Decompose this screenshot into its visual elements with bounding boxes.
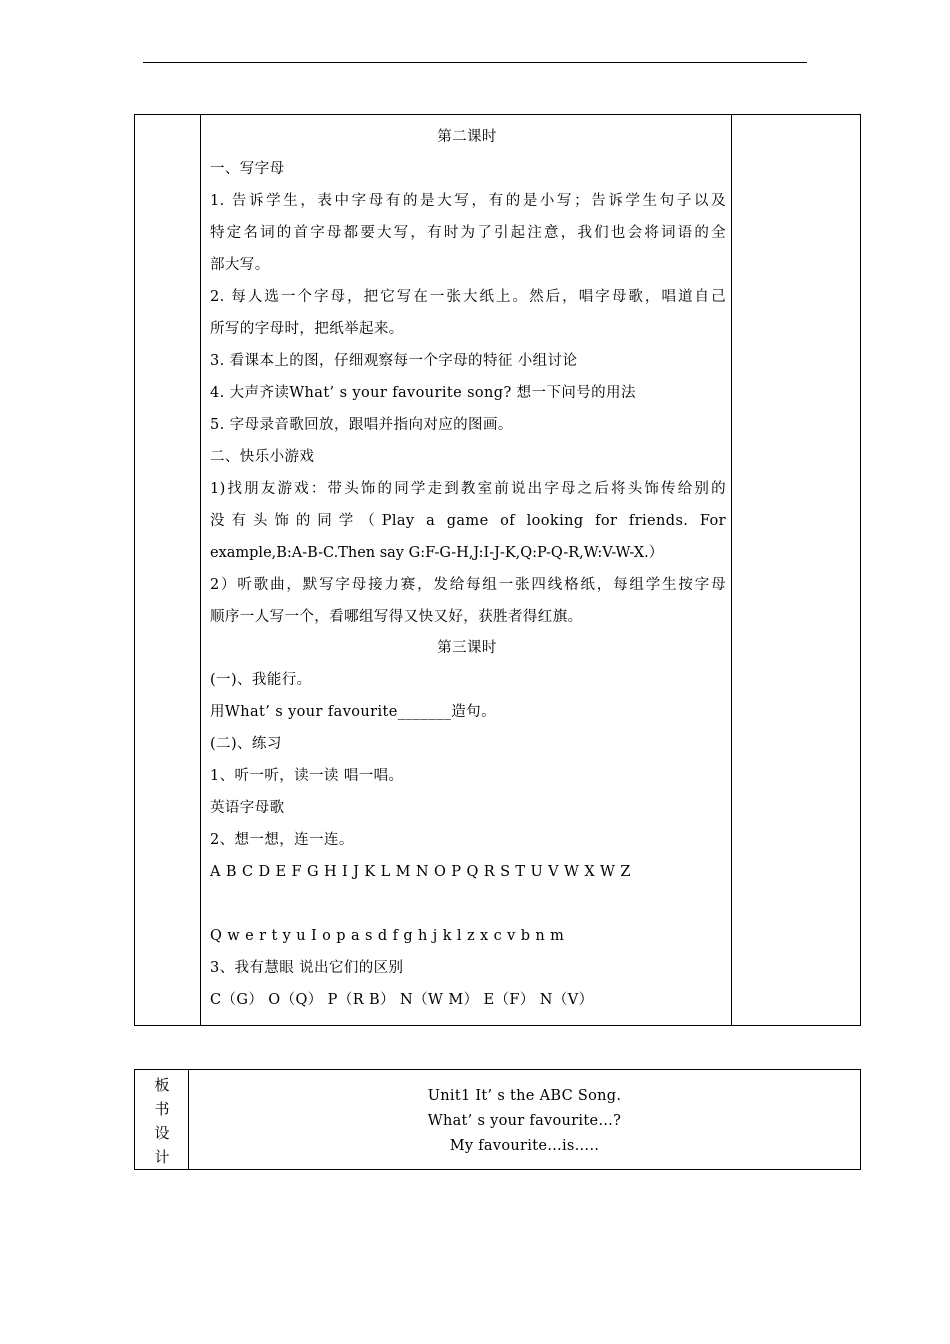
section-heading: 二、快乐小游戏 xyxy=(210,449,315,465)
section-heading: (一)、我能行。 xyxy=(210,672,312,688)
board-label-char: 板 xyxy=(154,1076,170,1094)
paragraph-line: 1、听一听，读一读 唱一唱。 xyxy=(210,768,404,784)
paragraph-line: 特定名词的首字母都要大写，有时为了引起注意，我们也会将词语的全 xyxy=(210,225,726,241)
paragraph-line: 所写的字母时，把纸举起来。 xyxy=(210,321,404,337)
paragraph-line: 3. 看课本上的图，仔细观察每一个字母的特征 小组讨论 xyxy=(210,353,578,369)
board-label-char: 书 xyxy=(154,1100,170,1118)
board-design-table xyxy=(134,1069,861,1170)
header-rule xyxy=(143,62,807,63)
uppercase-letters: A B C D E F G H I J K L M N O P Q R S T U V W X W Z xyxy=(210,864,631,880)
board-line: Unit1 It’ s the ABC Song. xyxy=(427,1088,622,1104)
lesson-content xyxy=(201,115,733,1025)
paragraph-line: 2）听歌曲，默写字母接力赛，发给每组一张四线格纸，每组学生按字母 xyxy=(210,577,726,593)
lesson3-title: 第三课时 xyxy=(437,640,497,656)
paragraph-line: 没有头饰的同学（Play a game of looking for friends. For xyxy=(210,513,726,529)
paragraph-line: 用What’ s your favourite_______造句。 xyxy=(210,704,496,720)
lesson2-title: 第二课时 xyxy=(437,129,497,145)
right-column xyxy=(731,115,860,1025)
paragraph-line: 1)找朋友游戏：带头饰的同学走到教室前说出字母之后将头饰传给别的 xyxy=(210,481,726,497)
paragraph-line: 2、想一想，连一连。 xyxy=(210,832,354,848)
board-line: My favourite…is….. xyxy=(449,1138,600,1154)
lesson-table xyxy=(134,114,861,1026)
section-heading: (二)、练习 xyxy=(210,736,282,752)
section-heading: 一、写字母 xyxy=(210,161,285,177)
paragraph-line: 5. 字母录音歌回放，跟唱并指向对应的图画。 xyxy=(210,417,513,433)
paragraph-line: example,B:A-B-C.Then say G:F-G-H,J:I-J-K,Q:P-Q-R,W:V-W-X.） xyxy=(210,545,664,561)
left-column xyxy=(135,115,201,1025)
paragraph-line: 1. 告诉学生，表中字母有的是大写，有的是小写；告诉学生句子以及 xyxy=(210,193,726,209)
board-design-label xyxy=(135,1070,189,1169)
paragraph-line: 2. 每人选一个字母，把它写在一张大纸上。然后，唱字母歌，唱道自己 xyxy=(210,289,726,305)
paragraph-line: 顺序一人写一个，看哪组写得又快又好，获胜者得红旗。 xyxy=(210,609,583,625)
paragraph-line: 英语字母歌 xyxy=(210,800,285,816)
paragraph-line: 部大写。 xyxy=(210,257,270,273)
board-line: What’ s your favourite…? xyxy=(427,1113,622,1129)
board-label-char: 设 xyxy=(154,1124,170,1142)
paragraph-line: 3、我有慧眼 说出它们的区别 xyxy=(210,960,404,976)
paragraph-line: 4. 大声齐读What’ s your favourite song? 想一下问号的用法 xyxy=(210,385,636,401)
letter-pairs: C（G） O（Q） P（R B） N（W M） E（F） N（V） xyxy=(210,992,594,1008)
board-label-char: 计 xyxy=(154,1148,170,1166)
lowercase-letters: Q w e r t y u I o p a s d f g h j k l z x c v b n m xyxy=(210,928,565,944)
